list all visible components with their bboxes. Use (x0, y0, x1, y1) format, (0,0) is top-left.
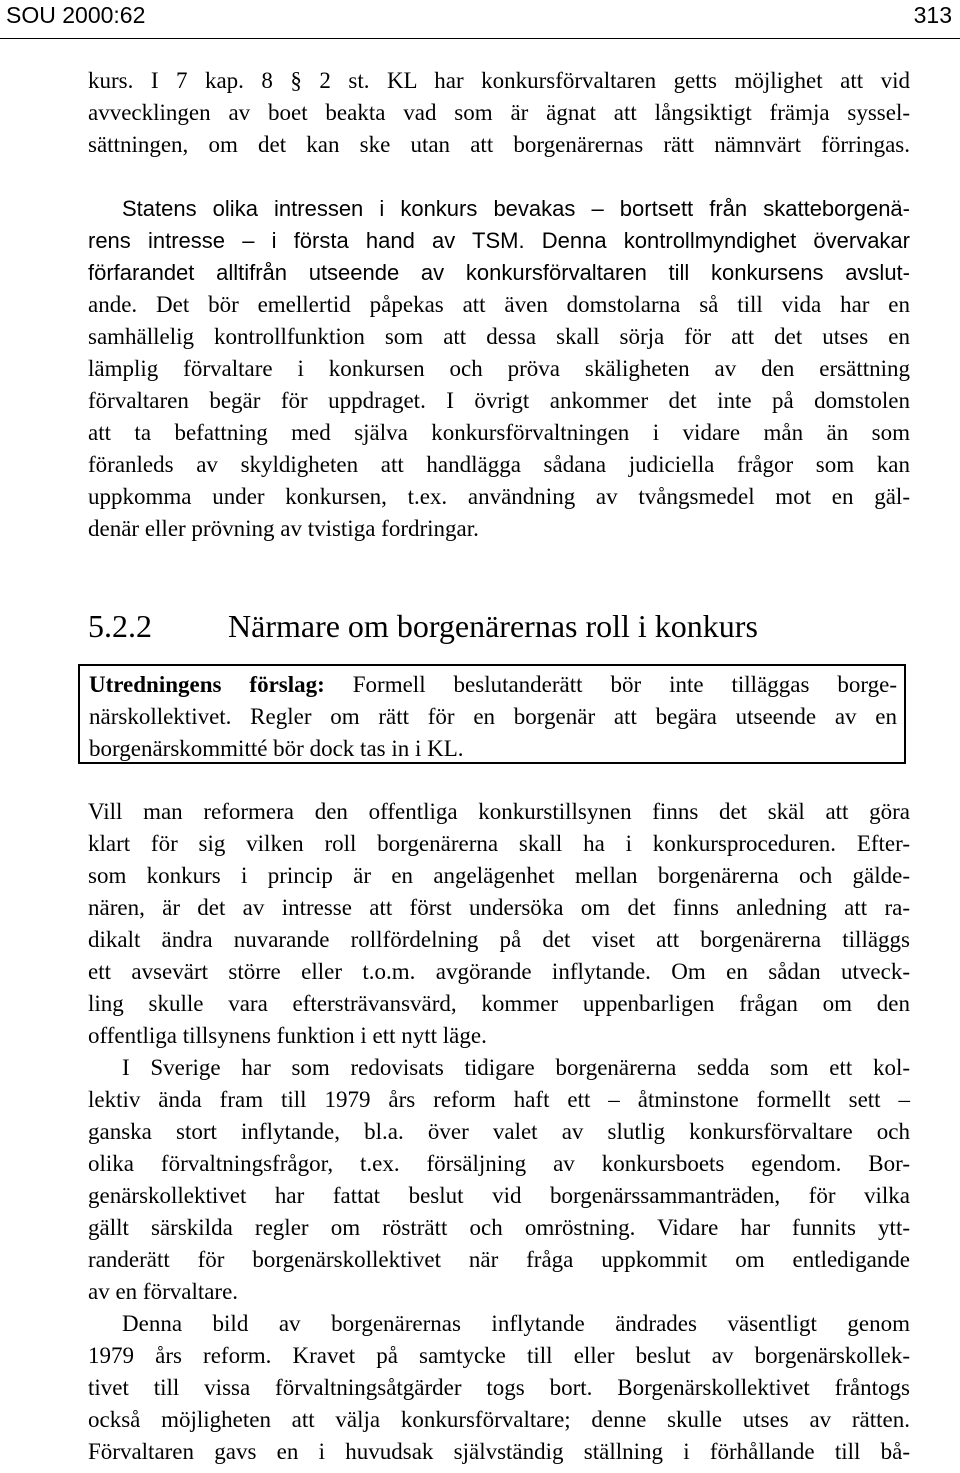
text-line: denär eller prövning av tvistiga fordringar. (88, 516, 479, 541)
proposal-line: närskollektivet. Regler om rätt för en borgenär att begära utseende av en (89, 704, 897, 729)
text-line: rens intresse – i första hand av TSM. Denna kontrollmyndighet övervakar (88, 228, 910, 253)
text-line: dikalt ändra nuvarande rollfördelning på det viset att borgenärerna tilläggs (88, 927, 910, 952)
proposal-line: borgenärskommitté bör dock tas in i KL. (89, 736, 464, 761)
text-line: offentliga tillsynens funktion i ett nytt läge. (88, 1023, 487, 1048)
text-line: olika förvaltningsfrågor, t.ex. försäljning av konkursboets egendom. Bor- (88, 1151, 910, 1176)
text-line: att ta befattning med själva konkursförvaltningen i vidare mån än som (88, 420, 910, 445)
text-line: ganska stort inflytande, bl.a. över valet av slutlig konkursförvaltare och (88, 1119, 910, 1144)
header-rule (0, 38, 960, 39)
text-line: kurs. I 7 kap. 8 § 2 st. KL har konkursförvaltaren getts möjlighet att vid (88, 68, 910, 93)
text-line: förvaltaren begär för uppdraget. I övrigt ankommer det inte på domstolen (88, 388, 910, 413)
proposal-label: Utredningens förslag: (89, 672, 325, 697)
page-number: 313 (913, 2, 952, 28)
text-line: ande. Det bör emellertid påpekas att även domstolarna så till vida har en (88, 292, 910, 317)
text-line: av en förvaltare. (88, 1279, 239, 1304)
text-line: Denna bild av borgenärernas inflytande ändrades väsentligt genom (122, 1311, 910, 1336)
text-line: klart för sig vilken roll borgenärerna skall ha i konkursproceduren. Efter- (88, 831, 910, 856)
text-line: uppkomma under konkursen, t.ex. användning av tvångsmedel mot en gäl- (88, 484, 910, 509)
text-line: randerätt för borgenärskollektivet när fråga uppkommit om entledigande (88, 1247, 910, 1272)
text-line: 1979 års reform. Kravet på samtycke till eller beslut av borgenärskollek- (88, 1343, 910, 1368)
text-line: nären, är det av intresse att först undersöka om det finns anledning att ra- (88, 895, 910, 920)
text-line: Förvaltaren gavs en i huvudsak självständig ställning i förhållande till bå- (88, 1439, 910, 1464)
text-line: tivet till vissa förvaltningsåtgärder togs bort. Borgenärskollektivet fråntogs (88, 1375, 910, 1400)
proposal-box (78, 664, 906, 764)
text-line: lektiv ända fram till 1979 års reform haft ett – åtminstone formellt sett – (88, 1087, 910, 1112)
proposal-text: Formell beslutanderätt bör inte tilläggas borge- (324, 672, 897, 697)
text-line: som konkurs i princip är en angelägenhet mellan borgenärerna och gälde- (88, 863, 910, 888)
text-line: föranleds av skyldigheten att handlägga sådana judiciella frågor som kan (88, 452, 910, 477)
text-line: samhällelig kontrollfunktion som att dessa skall sörja för att det utses en (88, 324, 910, 349)
proposal-line (89, 672, 897, 698)
text-line: avvecklingen av boet beakta vad som är ägnat att långsiktigt främja syssel- (88, 100, 910, 125)
text-line: gällt särskilda regler om rösträtt och omröstning. Vidare har funnits ytt- (88, 1215, 910, 1240)
text-line: Statens olika intressen i konkurs bevakas – bortsett från skatteborgenä- (122, 196, 910, 221)
section-number: 5.2.2 (88, 608, 152, 644)
document-reference: SOU 2000:62 (6, 2, 146, 28)
text-line: ett avsevärt större eller t.o.m. avgörande inflytande. Om en sådan utveck- (88, 959, 910, 984)
text-line: sättningen, om det kan ske utan att borgenärernas rätt nämnvärt förringas. (88, 132, 910, 157)
text-line: förfarandet alltifrån utseende av konkursförvaltaren till konkursens avslut- (88, 260, 910, 285)
section-title: Närmare om borgenärernas roll i konkurs (228, 608, 758, 644)
text-line: ling skulle vara eftersträvansvärd, kommer uppenbarligen frågan om den (88, 991, 910, 1016)
text-line: också möjligheten att välja konkursförvaltare; denne skulle utses av rätten. (88, 1407, 910, 1432)
section-heading (88, 608, 758, 645)
text-line: lämplig förvaltare i konkursen och pröva skäligheten av den ersättning (88, 356, 910, 381)
text-line: genärskollektivet har fattat beslut vid borgenärssammanträden, för vilka (88, 1183, 910, 1208)
text-line: I Sverige har som redovisats tidigare borgenärerna sedda som ett kol- (122, 1055, 910, 1080)
text-line: Vill man reformera den offentliga konkurstillsynen finns det skäl att göra (88, 799, 910, 824)
